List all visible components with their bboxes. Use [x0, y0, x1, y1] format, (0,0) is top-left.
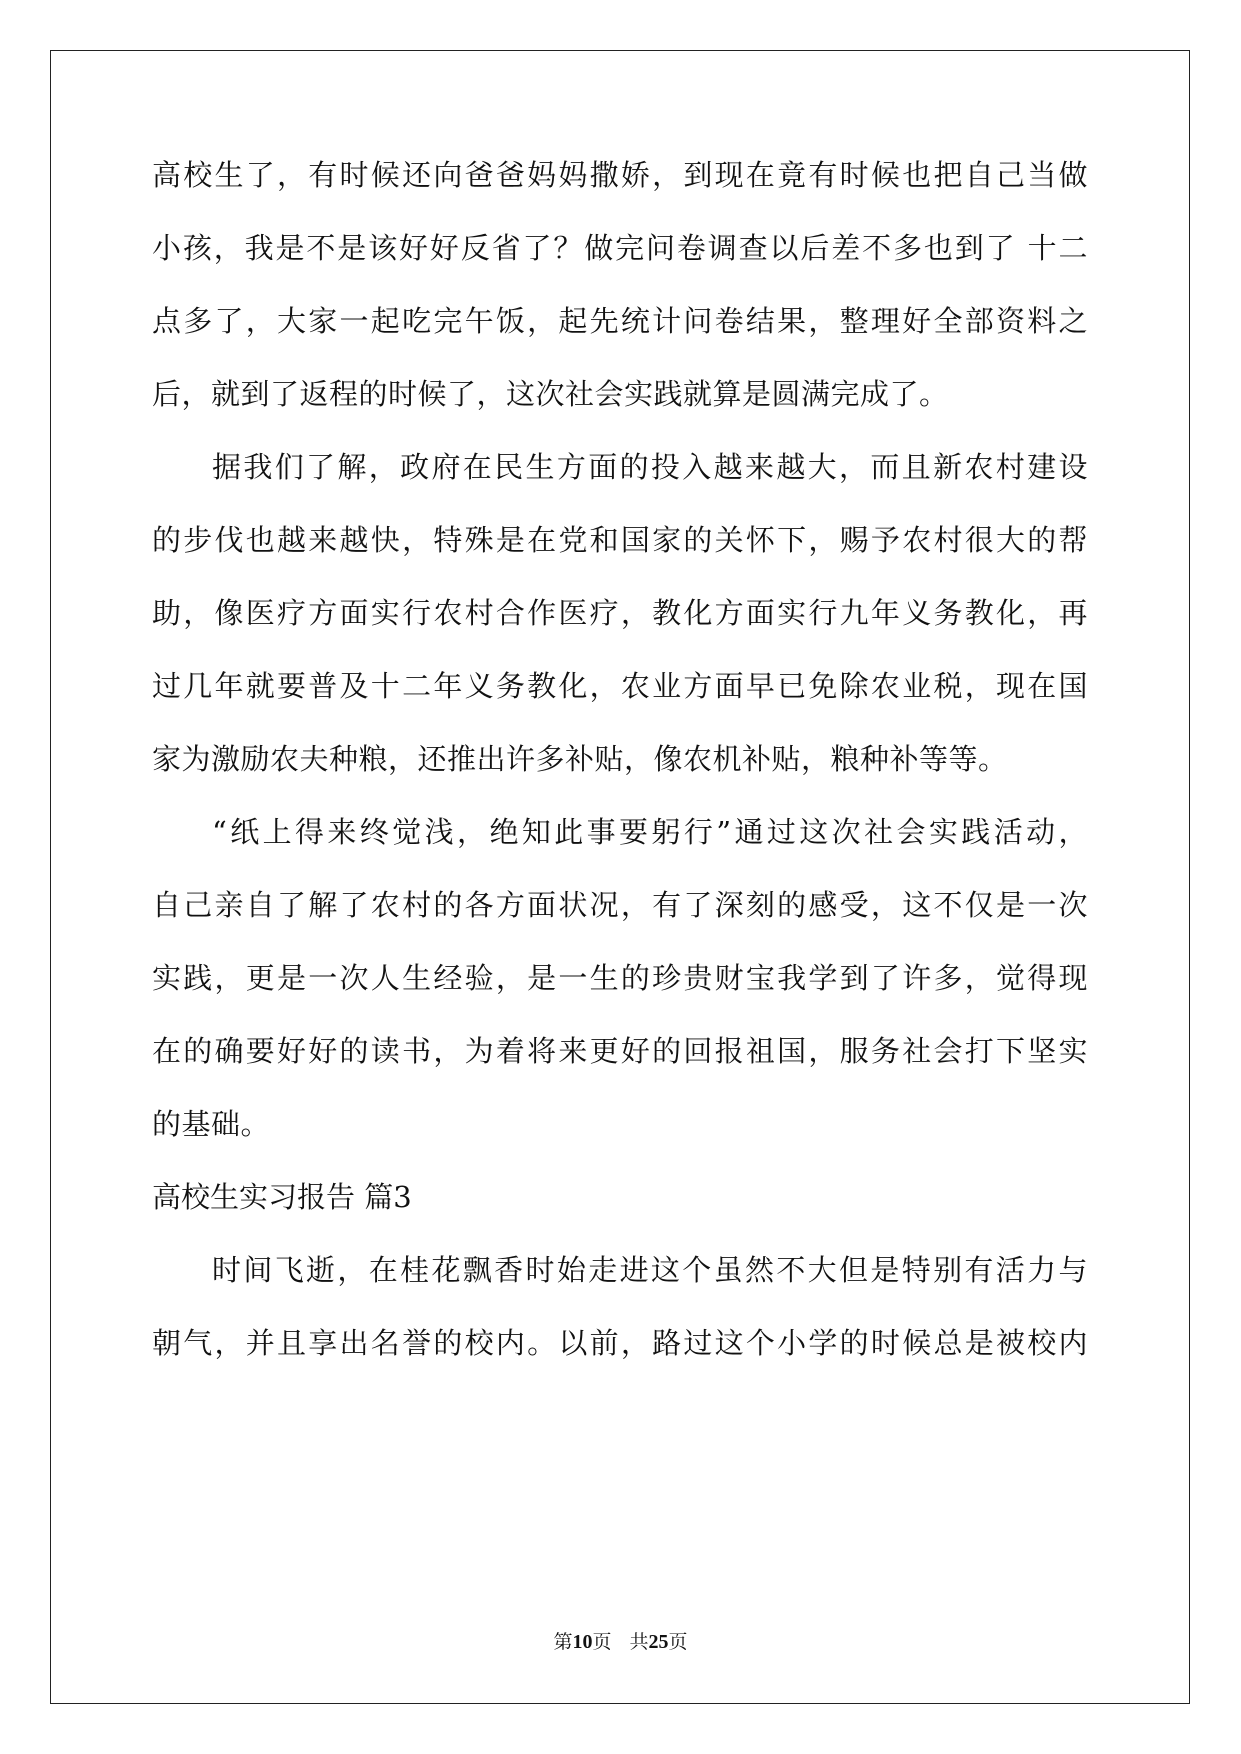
page-border: [50, 50, 1190, 1704]
section-heading: 高校生实习报告 篇3: [152, 1180, 412, 1214]
body-line: “纸上得来终觉浅，绝知此事要躬行”通过这次社会实践活动，: [212, 815, 1088, 849]
body-line: 据我们了解，政府在民生方面的投入越来越大，而且新农村建设: [212, 450, 1088, 484]
page-total: 25: [648, 1631, 669, 1653]
body-line: 高校生了，有时候还向爸爸妈妈撒娇，到现在竟有时候也把自己当做: [152, 158, 1088, 192]
body-line: 的步伐也越来越快，特殊是在党和国家的关怀下，赐予农村很大的帮: [152, 523, 1088, 557]
body-line: 助，像医疗方面实行农村合作医疗，教化方面实行九年义务教化，再: [152, 596, 1088, 630]
body-line: 家为激励农夫种粮，还推出许多补贴，像农机补贴，粮种补等等。: [152, 742, 1008, 776]
body-line: 时间飞逝，在桂花飘香时始走进这个虽然不大但是特别有活力与: [212, 1253, 1088, 1287]
total-prefix: 共: [629, 1631, 649, 1653]
body-line: 自己亲自了解了农村的各方面状况，有了深刻的感受，这不仅是一次: [152, 888, 1088, 922]
body-line: 朝气，并且享出名誉的校内。以前，路过这个小学的时候总是被校内: [152, 1326, 1088, 1360]
body-line: 实践，更是一次人生经验，是一生的珍贵财宝我学到了许多，觉得现: [152, 961, 1088, 995]
page-number: 10: [572, 1631, 593, 1653]
page-footer: [0, 1630, 1241, 1654]
body-line: 点多了，大家一起吃完午饭，起先统计问卷结果，整理好全部资料之: [152, 304, 1088, 338]
body-line: 过几年就要普及十二年义务教化，农业方面早已免除农业税，现在国: [152, 669, 1088, 703]
page-suffix: 页: [592, 1631, 612, 1653]
body-line: 在的确要好好的读书，为着将来更好的回报祖国，服务社会打下坚实: [152, 1034, 1088, 1068]
total-suffix: 页: [668, 1631, 688, 1653]
body-line: 小孩，我是不是该好好反省了？做完问卷调查以后差不多也到了 十二: [152, 231, 1088, 265]
body-line: 后，就到了返程的时候了，这次社会实践就算是圆满完成了。: [152, 377, 949, 411]
page-prefix: 第: [553, 1631, 573, 1653]
body-line: 的基础。: [152, 1107, 271, 1141]
